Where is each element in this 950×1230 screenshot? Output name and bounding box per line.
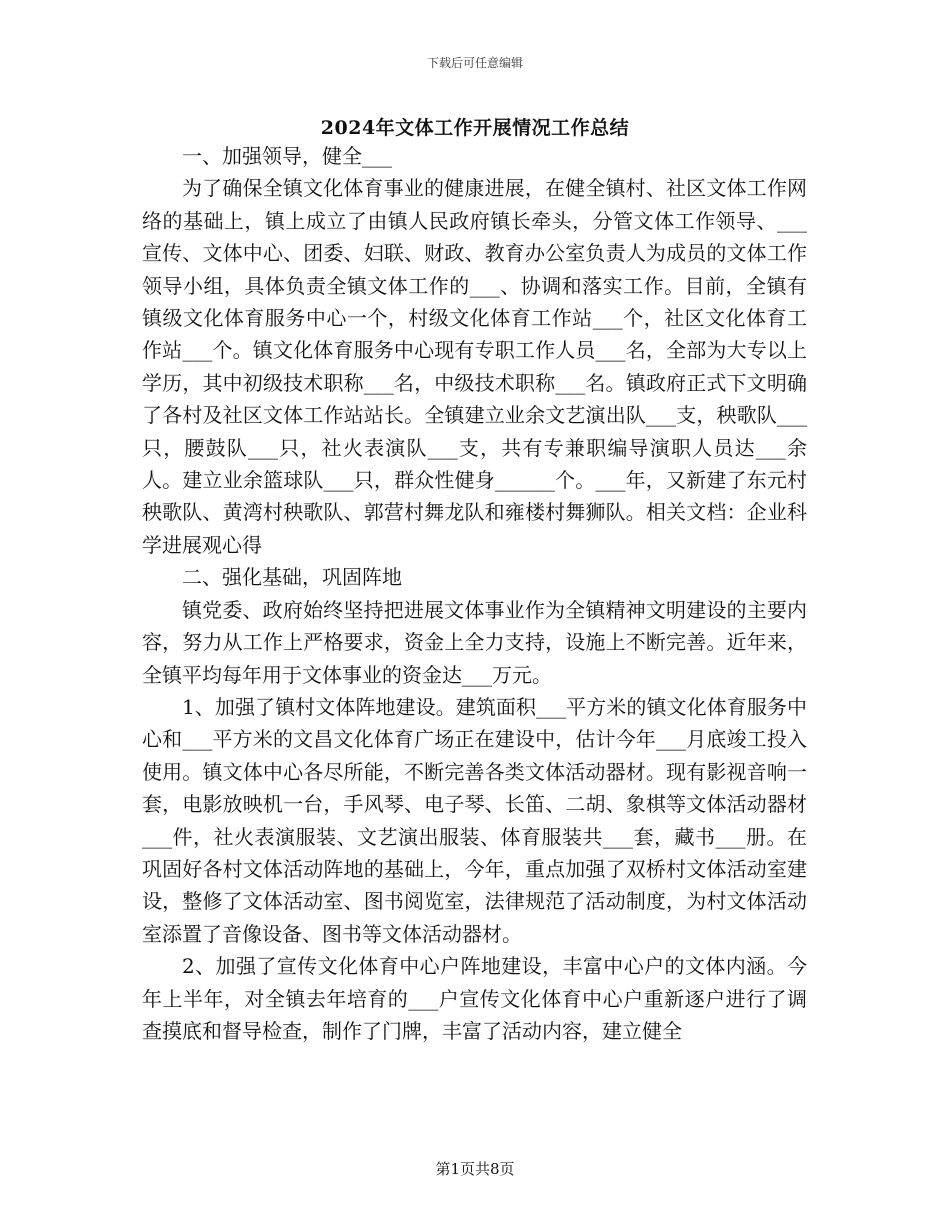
paragraph: 镇党委、政府始终坚持把进展文体事业作为全镇精神文明建设的主要内容，努力从工作上严格要求，资金上全力支持，设施上不断完善。近年来，全镇平均每年用于文体事业的资金达___万元。: [142, 597, 807, 687]
paragraph: 1、加强了镇村文体阵地建设。建筑面积___平方米的镇文化体育服务中心和___平方米的文昌文化体育广场正在建设中，估计今年___月底竣工投入使用。镇文体中心各尽所能，不断完善各类文体活动器材。现有影视音响一套，电影放映机一台，手风琴、电子琴、长笛、二胡、象棋等文体活动器材___件，社火表演服装、文艺演出服装、体育服装共___套，藏书___册。在巩固好各村文体活动阵地的基础上，今年，重点加强了双桥村文体活动室建设，整修了文体活动室、图书阅览室，法律规范了活动制度，为村文体活动室添置了音像设备、图书等文体活动器材。: [142, 694, 807, 946]
document-title: 2024年文体工作开展情况工作总结: [320, 117, 630, 139]
paragraph: 为了确保全镇文化体育事业的健康进展，在健全镇村、社区文体工作网络的基础上，镇上成立了由镇人民政府镇长牵头，分管文体工作领导、___宣传、文体中心、团委、妇联、财政、教育办公室负责人为成员的文体工作领导小组，具体负责全镇文体工作的___、协调和落实工作。目前，全镇有镇级文化体育服务中心一个，村级文化体育工作站___个，社区文化体育工作站___个。镇文化体育服务中心现有专职工作人员___名，全部为大专以上学历，其中初级技术职称___名，中级技术职称___名。镇政府正式下文明确了各村及社区文体工作站站长。全镇建立业余文艺演出队___支，秧歌队___只，腰鼓队___只，社火表演队___支，共有专兼职编导演职人员达___余人。建立业余篮球队___只，群众性健身______个。___年，又新建了东元村秧歌队、黄湾村秧歌队、郭营村舞龙队和雍楼村舞狮队。相关文档：企业科学进展观心得: [142, 176, 807, 557]
section-heading-2: 二、强化基础，巩固阵地: [182, 565, 402, 590]
page-number: 第1页共8页: [435, 1160, 515, 1178]
paragraph: 2、加强了宣传文化体育中心户阵地建设，丰富中心户的文体内涵。今年上半年，对全镇去年培育的___户宣传文化体育中心户重新逐户进行了调查摸底和督导检查，制作了门牌，丰富了活动内容，建立健全: [142, 954, 807, 1043]
header-note: 下载后可任意编辑: [426, 56, 523, 70]
section-heading-1: 一、加强领导，健全___: [182, 144, 392, 168]
document-body: [142, 140, 807, 1047]
